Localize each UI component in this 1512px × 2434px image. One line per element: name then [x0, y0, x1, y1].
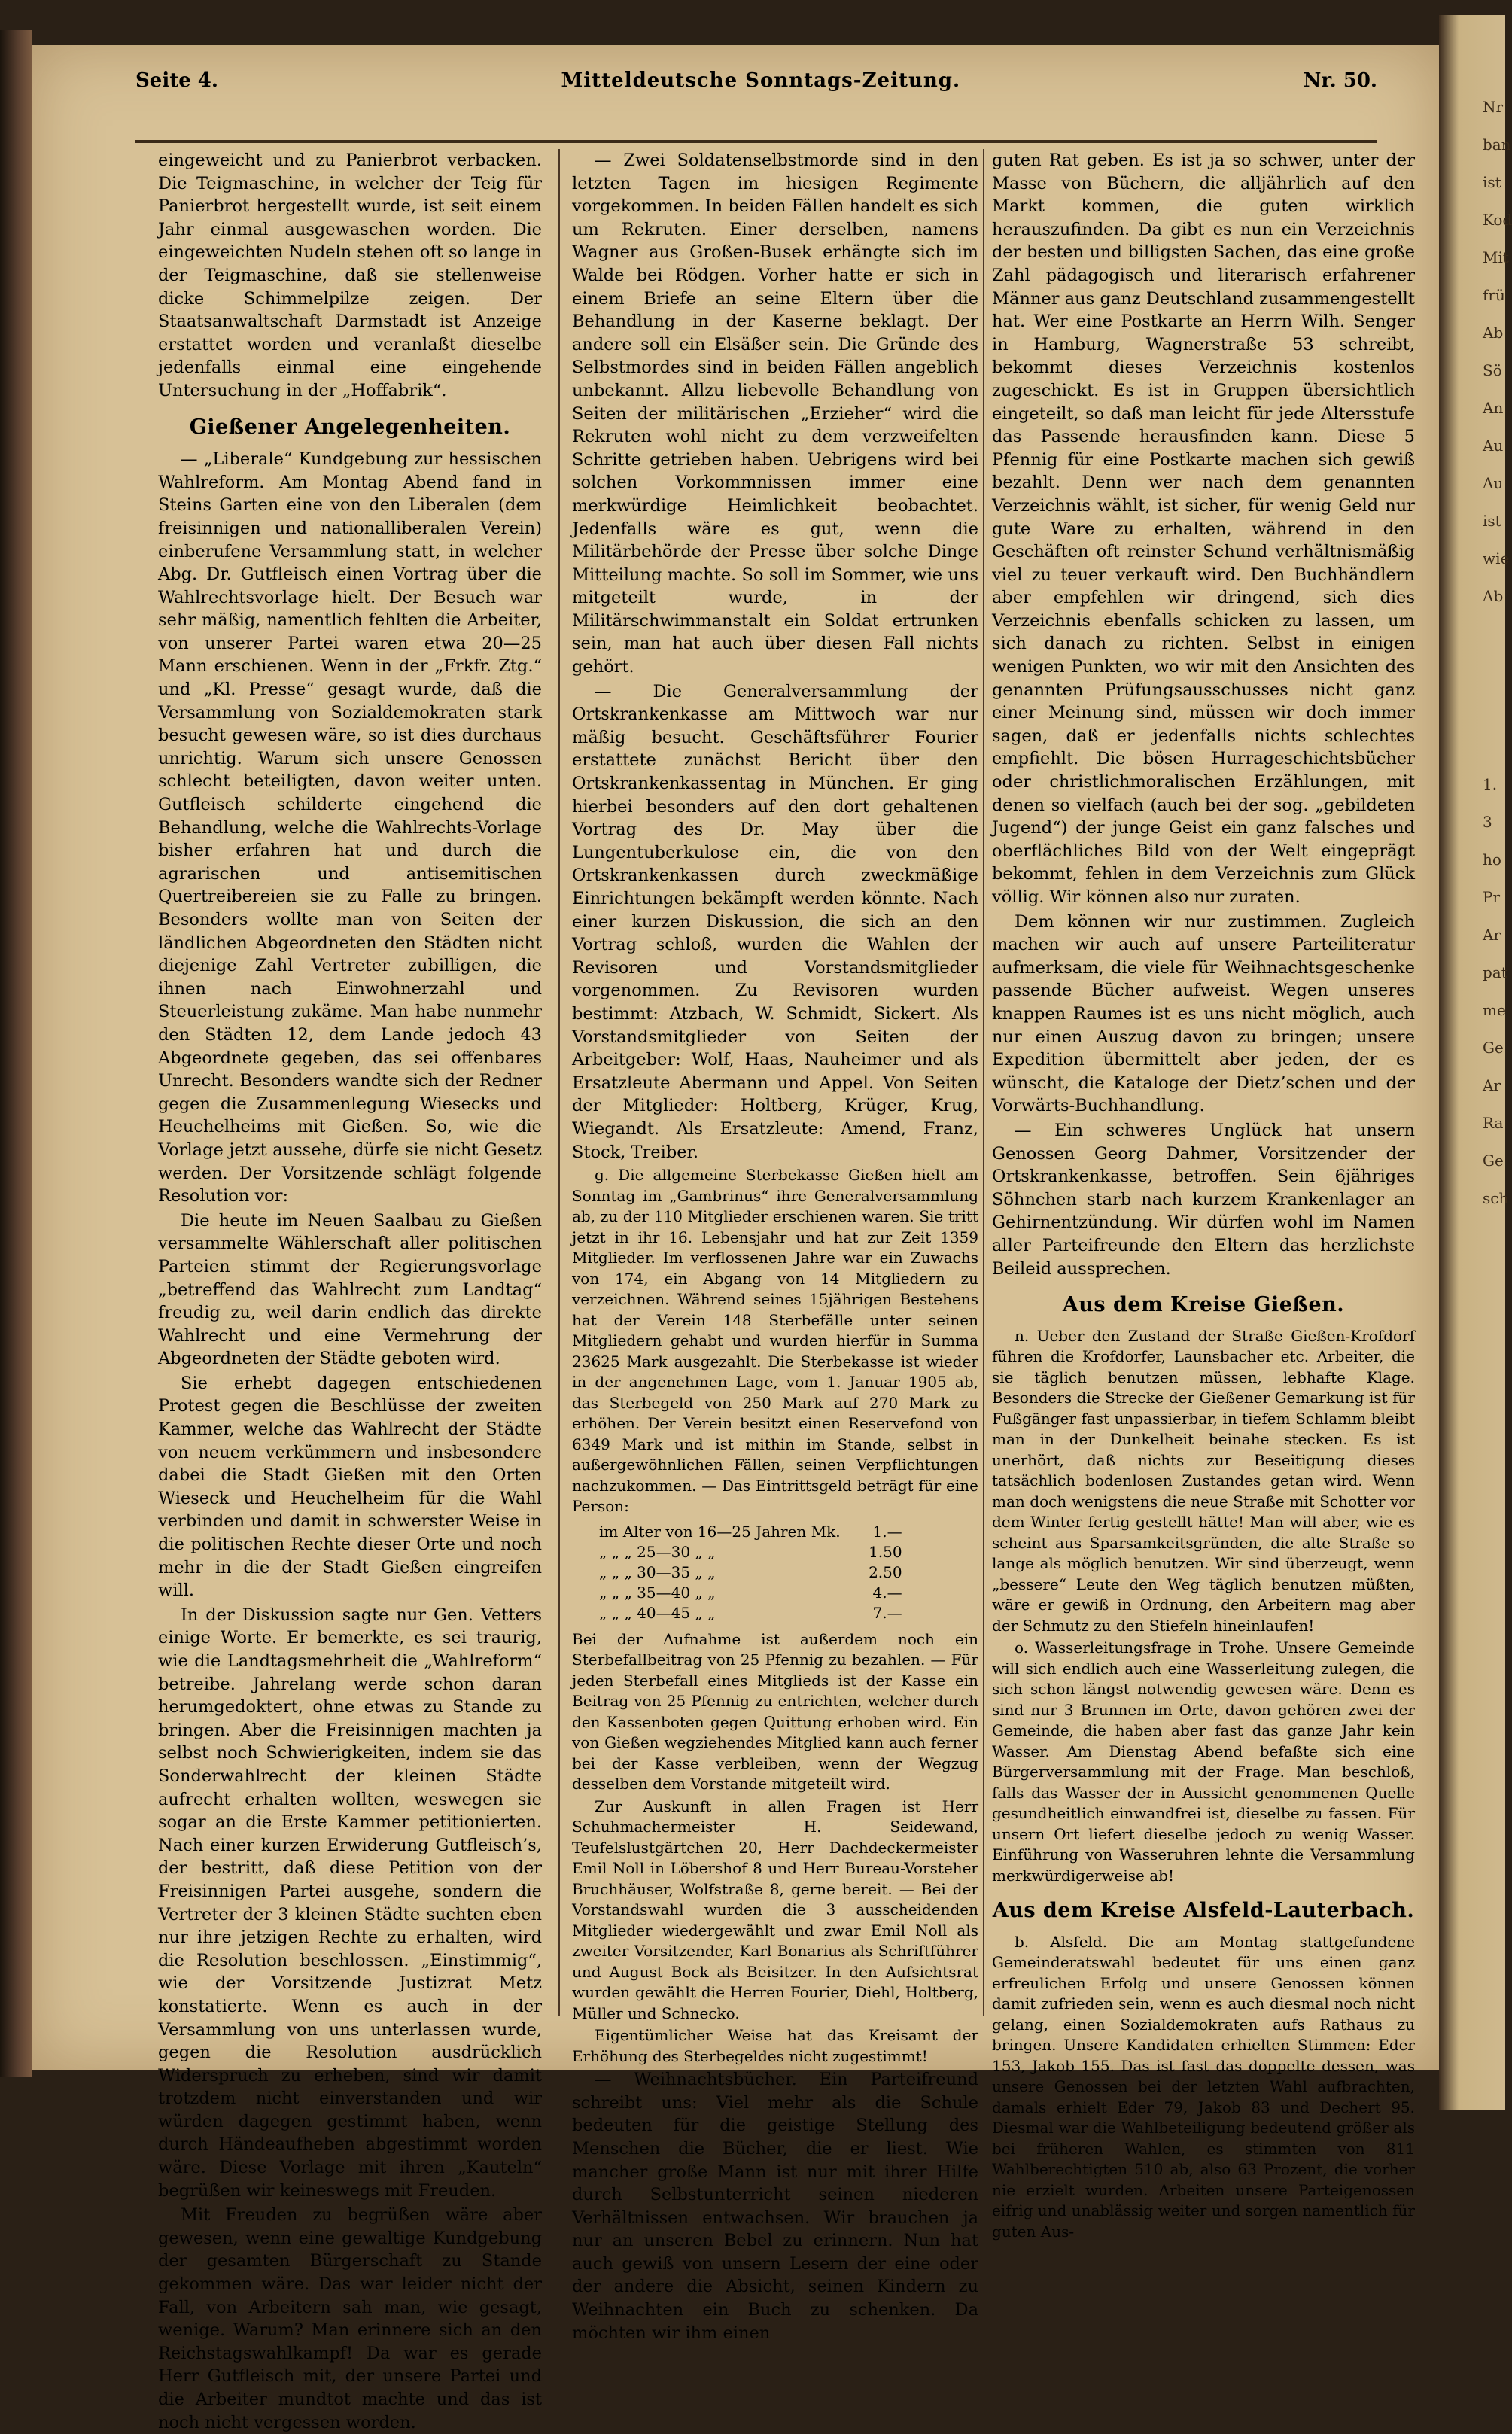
header-rule — [135, 140, 1377, 143]
article-text: b. Alsfeld. Die am Montag stattgefundene Gemeinderatswahl bedeutet für uns einen ganz erfreulichen Erfolg und unsere Genossen können damit zufrieden sein, wenn es auch diesmal noch nicht gelang, einen Sozialdemokraten aufs Rathaus zu bringen. Unsere Kandidaten erhielten Stimmen: Eder 153, Jakob 155. Das ist fast das doppelte dessen, was unsere Genossen bei der letzten Wahl aufbrachten, damals erhielt Eder 79, Jakob 83 und Dechert 95. Diesmal war die Wahlbeteiligung bedeutend größer als bei früheren Wahlen, es stimmten von 811 Wahlberechtigten 510 ab, also 63 Prozent, die vorher nie erzielt wurden. Arbeiten unsere Parteigenossen eifrig und unablässig weiter und sorgen namentlich für guten Aus- — [992, 1932, 1415, 2241]
fragment-text: Ab — [1483, 324, 1504, 342]
article-text: Eigentümlicher Weise hat das Kreisamt der Erhöhung des Sterbegeldes nicht zugestimmt! — [572, 2026, 978, 2065]
fragment-text: Au — [1483, 437, 1504, 455]
fragment-text: Kod — [1483, 211, 1512, 229]
fragment-text: Ab — [1483, 587, 1504, 605]
fragment-text: ist — [1483, 512, 1501, 530]
article-text: Mit Freuden zu begrüßen wäre aber gewesen, wenn eine gewaltige Kundgebung der gesamten Bürgerschaft zu Stande gekommen wäre. Das war leider nicht der Fall, von Arbeitern sah man, wie gesagt, wenige. Warum? Man erinnere sich an den Reichstagswahlkampf! Da war es gerade Herr Gutfleisch mit, der unsere Partei und die Arbeiter mundtot machte und das ist noch nicht vergessen worden. — [158, 2205, 542, 2432]
column-divider — [558, 149, 560, 2016]
section-heading: Aus dem Kreise Alsfeld-Lauterbach. — [992, 1899, 1415, 1923]
column-1 — [158, 149, 542, 2432]
column-3 — [992, 149, 1415, 2241]
resolution-text: Sie erhebt dagegen entschiedenen Protest gegen die Beschlüsse der zweiten Kammer, welche das Wahlrecht der Städte von neuem verkümmern und insbesondere dabei die Stadt Gießen mit den Orten Wieseck und Heuchelheim für die Wahl verbinden und damit in schwerster Weise in die politischen Rechte dieser Orte und noch mehr in die der Stadt Gießen eingreifen will. — [158, 1373, 542, 1601]
fragment-text: 1. — [1483, 775, 1498, 793]
article-text: In der Diskussion sagte nur Gen. Vetters einige Worte. Er bemerkte, es sei traurig, wie die Landtagsmehrheit die „Wahlreform“ betreibe. Jahrelang werde schon daran herumgedoktert, ohne etwas zu Stande zu bringen. Aber die Freisinnigen machten ja selbst noch Schwierigkeiten, indem sie das Sonderwahlrecht der kleinen Städte aufrecht erhalten wollten, weswegen sie sogar an die Erste Kammer petitionierten. Nach einer kurzen Erwiderung Gutfleisch’s, der bestritt, daß diese Petition von der Freisinnigen Partei ausgehe, sondern die Vertreter der 3 kleinen Städte suchten eben nur ihre jetzigen Rechte zu erhalten, wird die Resolution beschlossen. „Einstimmig“, wie der Vorsitzende Justizrat Metz konstatierte. Wenn es auch in der Versammlung von uns unterlassen wurde, gegen die Resolution ausdrücklich Widerspruch zu erheben, sind wir damit trotzdem nicht einverstanden und wir würden dagegen gestimmt haben, wenn durch Händeaufheben abgestimmt worden wäre. Diese Vorlage mit ihren „Kauteln“ begrüßen wir keineswegs mit Freuden. — [158, 1605, 542, 2201]
book-binding — [0, 30, 32, 2077]
article-text: — „Liberale“ Kundgebung zur hessischen Wahlreform. Am Montag Abend fand in Steins Garten eine von den Liberalen (dem freisinnigen und nationalliberalen Verein) einberufene Versammlung statt, in welcher Abg. Dr. Gutfleisch einen Vortrag über die Wahlrechtsvorlage hielt. Der Besuch war sehr mäßig, namentlich fehlten die Arbeiter, von unserer Partei waren etwa 20—25 Mann erschienen. Wenn in der „Frkfr. Ztg.“ und „Kl. Presse“ gesagt wurde, daß die Versammlung von Sozialdemokraten stark besucht gewesen wäre, so ist dies durchaus unrichtig. Warum sich unsere Genossen schlecht beteiligten, davon weiter unten. Gutfleisch schilderte eingehend die Behandlung, welche die Wahlrechts-Vorlage bisher erfahren hat und durch die agrarischen und antisemitischen Quertreibereien sie zu Falle zu bringen. Besonders wollte man von Seiten der ländlichen Abgeordneten den Städten nicht diejenige Zahl Vertreter zubilligen, die ihnen nach Einwohnerzahl und Steuerleistung zukäme. Man habe nunmehr den Städten 12, dem Lande jedoch 43 Abgeordnete gegeben, das sei offenbares Unrecht. Besonders wandte sich der Redner gegen die Zusammenlegung Wiesecks und Heuchelheims mit Gießen. So, wie die Vorlage jetzt aussehe, dürfe sie nicht Gesetz werden. Der Vorsitzende schlägt folgende Resolution vor: — [158, 449, 542, 1206]
column-2 — [572, 149, 978, 2343]
table-row: „ „ „ 25—30 „ „ 1.50 — [599, 1542, 902, 1561]
table-row: „ „ „ 40—45 „ „ 7.— — [599, 1603, 902, 1622]
masthead — [135, 69, 1377, 99]
fragment-text: Ge — [1483, 1039, 1504, 1057]
page-number: Seite 4. — [135, 69, 218, 92]
table-row: im Alter von 16—25 Jahren Mk. 1.— — [599, 1522, 902, 1541]
article-text: Zur Auskunft in allen Fragen ist Herr Schuhmachermeister H. Seidewand, Teufelslustgärtchen 20, Herr Dachdeckermeister Emil Noll in Löbershof 8 und Herr Bureau-Vorsteher Bruchhäuser, Wolfstraße 8, gerne bereit. — Bei der Vorstandswahl wurden die 3 ausscheidenden Mitglieder wiedergewählt und zwar Emil Noll als zweiter Vorsitzender, Karl Bonarius als Schriftführer und August Bock als Beisitzer. In den Aufsichtsrat wurden gewählt die Herren Fourier, Diehl, Holtberg, Müller und Schnecko. — [572, 1797, 978, 2022]
article-text: — Ein schweres Unglück hat unsern Genossen Georg Dahmer, Vorsitzender der Ortskrankenkasse, betroffen. Sein 6jähriges Söhnchen starb nach kurzem Krankenlager an Gehirnentzündung. Wir dürfen wohl im Namen aller Parteifreunde den Eltern das herzlichste Beileid aussprechen. — [992, 1120, 1415, 1279]
newspaper-title: Mitteldeutsche Sonntags-Zeitung. — [561, 69, 961, 92]
article-text: eingeweicht und zu Panierbrot verbacken. Die Teigmaschine, in welcher der Teig für Panierbrot hergestellt wurde, ist seit einem Jahr einmal ausgewaschen worden. Die eingeweichten Nudeln stehen oft so lange in der Teigmaschine, daß sie stellenweise dicke Schimmelpilze zeigen. Der Staatsanwaltschaft Darmstadt ist Anzeige erstattet worden und veranlaßt dieselbe jedenfalls einmal eine eingehende Untersuchung in der „Hoffabrik“. — [158, 151, 542, 400]
fragment-text: Pr — [1483, 888, 1501, 906]
fragment-text: sch — [1483, 1189, 1509, 1207]
article-text: — Zwei Soldatenselbstmorde sind in den letzten Tagen im hiesigen Regimente vorgekommen. In beiden Fällen handelt es sich um Rekruten. Einer derselben, namens Wagner aus Großen-Busek erhängte sich im Walde bei Rödgen. Vorher hatte er sich in einem Briefe an seine Eltern über die Behandlung in der Kaserne beklagt. Der andere soll ein Elsäßer sein. Die Gründe des Selbstmordes sind in beiden Fällen angeblich unbekannt. Allzu liebevolle Behandlung von Seiten der militärischen „Erzieher“ wird die Rekruten wohl nicht zu dem verzweifelten Schritte getrieben haben. Uebrigens wird bei solchen Vorkommnissen immer eine merkwürdige Heimlichkeit beobachtet. Jedenfalls wäre es gut, wenn die Militärbehörde der Presse über solche Dinge Mitteilung machte. So soll im Sommer, wie uns mitgeteilt wurde, in der Militärschwimmanstalt ein Soldat ertrunken sein, man hat auch über diesen Fall nichts gehört. — [572, 151, 978, 677]
article-text: n. Ueber den Zustand der Straße Gießen-Krofdorf führen die Krofdorfer, Launsbacher etc. Arbeiter, die sie täglich benutzen müssen, lebhafte Klage. Besonders die Strecke der Gießener Gemarkung ist für Fußgänger fast unpassierbar, in tiefem Schlamm bleibt man in der Dunkelheit beinahe stecken. Es ist unerhört, daß nichts zur Beseitigung dieses tatsächlich bodenlosen Zustandes getan wird. Wenn man doch wenigstens die neue Straße mit Schotter vor dem Winter fertig gestellt hätte! Man will aber, wie es scheint aus Sparsamkeitsgründen, die alte Straße so lange als möglich benutzen. Wir sind überzeugt, wenn „bessere“ Leute den Weg täglich benutzen müßten, wäre er gewiß in Ordnung, den Arbeitern mag aber der Schmutz zu den Stiefeln hineinlaufen! — [992, 1326, 1415, 1635]
fragment-text: frü — [1483, 286, 1505, 304]
fragment-text: Sö — [1483, 361, 1502, 379]
table-row: „ „ „ 30—35 „ „ 2.50 — [599, 1562, 902, 1581]
fragment-text: Ar — [1483, 1076, 1501, 1094]
fragment-text: Nr — [1483, 98, 1504, 116]
article-text: Dem können wir nur zustimmen. Zugleich machen wir auch auf unsere Parteiliteratur aufmerksam, die viele für Weihnachtsgeschenke passende Bücher aufweist. Wegen unseres knappen Raumes ist es uns nicht möglich, auch nur einen Auszug davon zu bringen; unsere Expedition übermittelt aber jeden, der es wünscht, die Kataloge der Dietz’schen und der Vorwärts-Buchhandlung. — [992, 911, 1415, 1116]
column-divider — [983, 149, 984, 2016]
fragment-text: ist — [1483, 173, 1501, 191]
fragment-text: Ar — [1483, 926, 1501, 944]
fragment-text: ban — [1483, 135, 1511, 154]
fragment-text: wie — [1483, 549, 1510, 567]
adjacent-page-edge — [1439, 15, 1512, 2110]
article-text: — Die Generalversammlung der Ortskrankenkasse am Mittwoch war nur mäßig besucht. Geschäftsführer Fourier erstattete zunächst Bericht über den Ortskrankenkassentag in München. Er ging hierbei besonders auf den dort gehaltenen Vortrag des Dr. May über die Lungentuberkulose ein, die von den Ortskrankenkassen durch zweckmäßige Einrichtungen bekämpft werden könnte. Nach einer kurzen Diskussion, die sich an den Vortrag schloß, wurden die Wahlen der Revisoren und Vorstandsmitglieder vorgenommen. Zu Revisoren wurden bestimmt: Atzbach, W. Schmidt, Sickert. Als Vorstandsmitglieder von Seiten der Arbeitgeber: Wolf, Haas, Nauheimer und als Ersatzleute Abermann und Appel. Von Seiten der Mitglieder: Holtberg, Krüger, Krug, Wiegandt. Als Ersatzleute: Amend, Franz, Stock, Treiber. — [572, 681, 978, 1162]
section-heading: Aus dem Kreise Gießen. — [1062, 1293, 1345, 1317]
article-text: guten Rat geben. Es ist ja so schwer, unter der Masse von Büchern, die alljährlich auf den Markt kommen, die guten wirklich herauszufinden. Da gibt es nun ein Verzeichnis der besten und billigsten Sachen, das eine große Zahl pädagogisch und literarisch erfahrener Männer aus ganz Deutschland zusammengestellt hat. Wer eine Postkarte an Herrn Wilh. Senger in Hamburg, Wagnerstraße 53 schreibt, bekommt dieses Verzeichnis kostenlos zugeschickt. Es ist in Gruppen übersichtlich eingeteilt, so daß man leicht für jede Altersstufe das Passende herausfinden kann. Diese 5 Pfennig für eine Postkarte machen sich gewiß bezahlt. Denn wer nach dem genannten Verzeichnis wählt, ist sicher, für wenig Geld nur gute Ware zu erhalten, während in den Geschäften oft reinster Schund verhältnismäßig viel zu teuer verkauft wird. Den Buchhändlern aber empfehlen wir dringend, sich dies Verzeichnis ebenfalls schicken zu lassen, um sich danach zu richten. Selbst in einigen wenigen Punkten, wo wir mit den Ansichten des genannten Prüfungsausschusses nicht ganz einer Meinung sind, müssen wir doch immer sagen, daß er jedenfalls nichts schlechtes empfiehlt. Die bösen Hurrageschichtsbücher oder christlichmoralischen Erzählungen, mit denen so vielfach (auch bei der sog. „gebildeten Jugend“) der junge Geist ein ganz falsches und oberflächliches Bild von der Welt eingeprägt bekommt, fehlen in dem Verzeichnis zum Glück völlig. Wir können also nur zuraten. — [992, 151, 1415, 907]
article-text: g. Die allgemeine Sterbekasse Gießen hielt am Sonntag im „Gambrinus“ ihre Generalversammlung ab, zu der 110 Mitglieder erschienen waren. Sie tritt jetzt in ihr 16. Lebensjahr und hat zur Zeit 1359 Mitglieder. Im verflossenen Jahre war ein Zuwachs von 174, ein Abgang von 14 Mitgliedern zu verzeichnen. Während seines 15jährigen Bestehens hat der Verein 148 Sterbefälle unter seinen Mitgliedern gehabt und wurden hierfür in Summa 23625 Mark ausgezahlt. Die Sterbekasse ist wieder in der angenehmen Lage, vom 1. Januar 1905 ab, das Sterbegeld von 250 Mark auf 270 Mark zu erhöhen. Der Verein besitzt einen Reservefond von 6349 Mark und ist mithin im Stande, selbst in außergewöhnlichen Fällen, seinen Verpflichtungen nachzukommen. — Das Eintrittsgeld beträgt für eine Person: — [572, 1166, 978, 1516]
fragment-text: ho — [1483, 850, 1501, 869]
section-heading: Gießener Angelegenheiten. — [189, 415, 511, 439]
article-text: Bei der Aufnahme ist außerdem noch ein Sterbefallbeitrag von 25 Pfennig zu bezahlen. — Für jeden Sterbefall eines Mitglieds ist der Kasse ein Beitrag von 25 Pfennig zu entrichten, welcher durch den Kassenboten gegen Quittung erhoben wird. Ein von Gießen wegziehendes Mitglied kann auch ferner bei der Kasse verbleiben, wenn der Wegzug desselben dem Vorstande mitgeteilt wird. — [572, 1629, 978, 1794]
fragment-text: Ge — [1483, 1152, 1504, 1170]
fragment-text: An — [1483, 399, 1504, 417]
article-text: — Weihnachtsbücher. Ein Parteifreund schreibt uns: Viel mehr als die Schule bedeuten für die geistige Stellung des Menschen die Bücher, die er liest. Wie mancher große Mann ist nur mit ihrer Hilfe durch Selbstunterricht seinen niederen Verhältnissen entwachsen. Wir brauchen ja nur an unseren Bebel zu erinnern. Nun hat auch gewiß von unsern Lesern der eine oder der andere die Absicht, seinen Kindern zu Weihnachten ein Buch zu schenken. Da möchten wir ihm einen — [572, 2070, 978, 2343]
fragment-text: Ra — [1483, 1114, 1504, 1132]
fragment-text: Au — [1483, 474, 1504, 492]
fragment-text: pat — [1483, 963, 1507, 981]
fee-table — [595, 1522, 907, 1623]
fragment-text: 3 — [1483, 813, 1492, 831]
article-text: o. Wasserleitungsfrage in Trohe. Unsere Gemeinde will sich endlich auch eine Wasserleitung zulegen, die sich schon längst notwendig gewesen wäre. Denn es sind nur 3 Brunnen im Orte, davon gehören zwei der Gemeinde, die haben aber fast das ganze Jahr kein Wasser. Am Dienstag Abend befaßte sich eine Bürgerversammlung mit der Frage. Man beschloß, falls das Wasser der in Aussicht genommenen Quelle gesundheitlich einwandfrei ist, dieselbe zu fassen. Für unsern Ort liefert dieselbe jedoch zu wenig Wasser. Einführung von Wasseruhren lehnte die Versammlung merkwürdigerweise ab! — [992, 1638, 1415, 1885]
resolution-text: Die heute im Neuen Saalbau zu Gießen versammelte Wählerschaft aller politischen Parteien stimmt der Regierungsvorlage „betreffend das Wahlrecht zum Landtag“ freudig zu, weil darin endlich das direkte Wahlrecht und eine Vermehrung der Abgeordneten der Städte geboten wird. — [158, 1210, 542, 1369]
fragment-text: Mit — [1483, 248, 1509, 266]
issue-number: Nr. 50. — [1303, 69, 1377, 92]
fragment-text: me — [1483, 1001, 1506, 1019]
table-row: „ „ „ 35—40 „ „ 4.— — [599, 1583, 902, 1602]
